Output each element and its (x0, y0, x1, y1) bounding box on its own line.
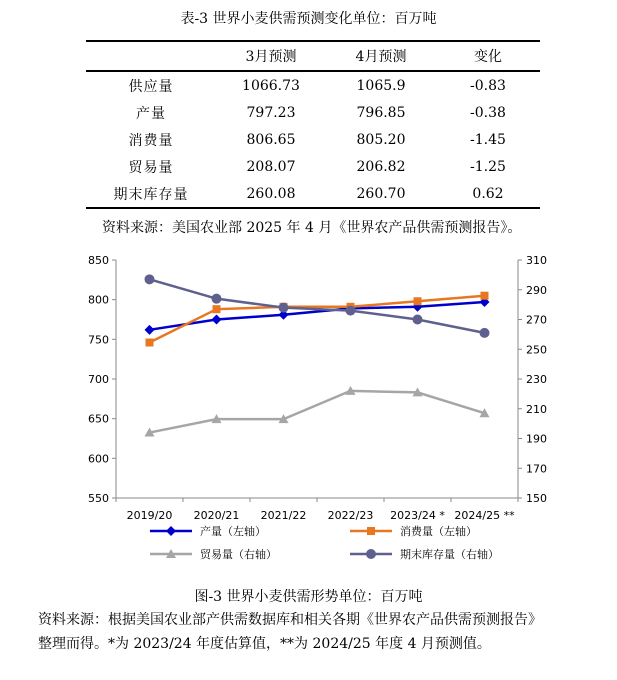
cell-april: 260.70 (326, 180, 436, 208)
series-line (150, 296, 485, 343)
data-point (346, 306, 356, 316)
x-axis-tick-label: 2019/20 (126, 509, 173, 522)
legend-marker (366, 549, 376, 559)
header-change: 变化 (436, 41, 540, 71)
data-point (212, 294, 222, 304)
left-axis-tick-label: 800 (88, 293, 109, 307)
legend-label: 期末库存量（右轴） (400, 548, 499, 561)
figure-caption: 图-3 世界小麦供需形势单位：百万吨 (194, 589, 423, 605)
data-point (213, 305, 221, 313)
row-label: 产量 (136, 105, 166, 122)
right-axis-tick-label: 270 (526, 313, 547, 327)
left-axis-tick-label: 550 (88, 492, 109, 505)
header-april: 4月预测 (326, 41, 436, 71)
x-axis-tick-label: 2022/23 (327, 509, 374, 522)
data-point (145, 274, 155, 284)
cell-change: -1.25 (470, 158, 506, 175)
series-line (150, 391, 485, 433)
right-axis-tick-label: 290 (526, 283, 547, 297)
table-header-row (86, 41, 540, 71)
cell-march: 208.07 (246, 158, 296, 175)
data-point (413, 315, 423, 325)
table-row (86, 180, 540, 208)
data-point (414, 297, 422, 305)
left-axis-tick-label: 650 (88, 412, 109, 426)
right-axis-tick-label: 170 (526, 462, 547, 476)
cell-april: 805.20 (356, 131, 406, 148)
cell-april: 796.85 (356, 104, 406, 121)
data-point (279, 303, 289, 313)
header-march: 3月预测 (216, 41, 326, 71)
table-row (86, 71, 540, 99)
right-axis-tick-label: 310 (526, 254, 547, 267)
legend-marker (166, 526, 176, 536)
legend-marker (367, 527, 375, 535)
table-source-note: 资料来源：美国农业部 2025 年 4 月《世界农产品供需预测报告》。 (102, 220, 522, 236)
row-label: 供应量 (128, 78, 174, 95)
table-row (86, 126, 540, 153)
figure-source-line: 资料来源：根据美国农业部产供需数据库和相关各期《世界农产品供需预测报告》 (38, 612, 542, 628)
table-row (86, 99, 540, 126)
cell-change: -0.83 (470, 77, 506, 94)
cell-march: 1066.73 (242, 77, 300, 94)
data-point (481, 292, 489, 300)
table-caption: 表-3 世界小麦供需预测变化单位：百万吨 (180, 11, 437, 27)
right-axis-tick-label: 150 (526, 492, 547, 505)
legend-label: 产量（左轴） (200, 525, 266, 538)
right-axis-tick-label: 190 (526, 432, 547, 446)
figure-source-note (38, 608, 598, 656)
cell-april: 1065.9 (356, 77, 406, 94)
row-label: 消费量 (128, 132, 174, 149)
data-point (145, 325, 155, 335)
row-label: 期末库存量 (86, 180, 216, 208)
x-axis-tick-label: 2023/24 * (390, 509, 445, 522)
supply-demand-table (86, 40, 540, 209)
data-point (212, 315, 222, 325)
right-axis-tick-label: 230 (526, 373, 547, 386)
cell-april: 206.82 (356, 158, 406, 175)
row-label: 贸易量 (128, 159, 174, 176)
x-axis-tick-label: 2024/25 ** (454, 509, 515, 522)
legend-label: 消费量（左轴） (400, 525, 477, 538)
left-axis-tick-label: 850 (88, 254, 109, 267)
legend-label: 贸易量（右轴） (200, 548, 277, 561)
cell-march: 260.08 (216, 180, 326, 208)
cell-change: 0.62 (436, 180, 540, 208)
left-axis-tick-label: 600 (88, 452, 109, 466)
table-row (86, 153, 540, 180)
cell-march: 806.65 (246, 131, 296, 148)
data-point (480, 328, 490, 338)
x-axis-tick-label: 2020/21 (193, 509, 240, 522)
x-axis-tick-label: 2021/22 (260, 509, 307, 522)
left-axis-tick-label: 700 (88, 373, 109, 386)
header-empty (86, 41, 216, 71)
cell-change: -1.45 (470, 131, 506, 148)
wheat-supply-demand-chart (60, 246, 560, 576)
data-point (146, 339, 154, 347)
left-axis-tick-label: 750 (88, 333, 109, 347)
right-axis-tick-label: 210 (526, 402, 547, 416)
right-axis-tick-label: 250 (526, 343, 547, 357)
cell-march: 797.23 (246, 104, 296, 121)
cell-change: -0.38 (470, 104, 506, 121)
figure-source-line: 整理而得。*为 2023/24 年度估算值，**为 2024/25 年度 4 月预测值。 (38, 636, 491, 652)
